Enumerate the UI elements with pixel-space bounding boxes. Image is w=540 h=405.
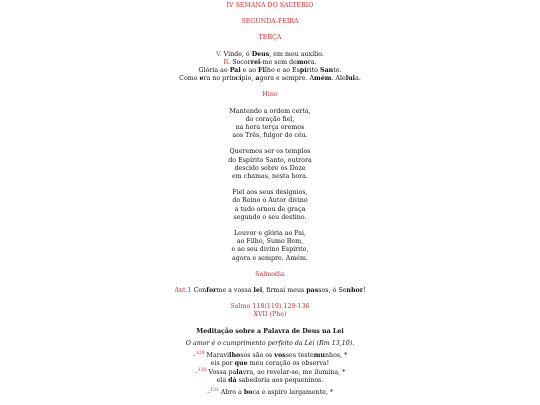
versicle-r: R. Socorrei-me sem demora.	[223, 58, 317, 66]
hymn-line: a tudo ornou de graça	[234, 205, 306, 213]
hymn-line: em chamas, nesta hora.	[232, 173, 308, 181]
hymn-stanza-3	[0, 189, 540, 222]
day-heading: SEGUNDA-FEIRA	[241, 18, 299, 26]
hymn-line: na hora terça oremos	[235, 124, 305, 132]
hymn-line: e ao seu divino Espírito,	[231, 246, 309, 254]
hymn-line: agora e sempre. Amém.	[232, 254, 308, 262]
psalm-epigraph: O amor é o cumprimento perfeito da Lei (Rm 13,10).	[185, 339, 355, 347]
hymn-line: ao Filho, Sumo Bem,	[236, 238, 304, 246]
psalm-reference: Salmo 118(119),129-136	[230, 303, 310, 311]
versicle-v: V. Vinde, ó Deus, em meu auxílio.	[216, 50, 324, 58]
week-heading: IV SEMANA DO SALTÉRIO	[226, 2, 314, 9]
hymn-stanza-2	[0, 148, 540, 181]
como-era-line: Como era no princípio, agora e sempre. Amém. Aleluia.	[179, 75, 361, 83]
gloria-line: Glória ao Pai e ao Filho e ao Espírito Santo.	[198, 67, 342, 75]
verse-line: –$^{130}$ Vossa palavra, ao revelar-se, me ilumina, *	[194, 367, 346, 376]
hymn-stanza-1	[0, 108, 540, 141]
antiphon-1: Ant.1 Conforme a vossa lei, firmai meus passos, ó Senhor!	[174, 287, 366, 295]
hymn-line: Louvor e glória ao Pai,	[233, 230, 306, 238]
hymn-line: Mantendo a ordem certa,	[229, 107, 311, 115]
verse-number: 129	[195, 351, 205, 356]
hymn-line: aos Três, fulgor do céu.	[232, 132, 308, 140]
verse-line: –$^{131}$ Abro a boca e aspiro largamente, *	[206, 387, 334, 396]
psalm-verse-131	[0, 389, 540, 397]
verse-line: –$^{129}$ Maravilhosos são os vossos testemunhos, *	[192, 351, 348, 360]
opening-versicles	[0, 51, 540, 84]
hymn-line: do Espírito Santo, outrora	[228, 156, 312, 164]
psalmody-title: Salmodia	[255, 270, 285, 278]
psalm-verse-129	[0, 352, 540, 368]
psalm-meditation-title: Meditação sobre a Palavra de Deus na Lei	[196, 327, 344, 335]
hymn-line: do coração fiel,	[245, 115, 295, 123]
hymn-line: Queremos ser os templos	[229, 148, 311, 156]
hymn-title: Hino	[262, 91, 278, 99]
hymn-line: descido sobre os Doze	[234, 164, 306, 172]
hour-heading: TERÇA	[258, 34, 282, 42]
verse-number: 130	[197, 367, 207, 373]
psalm-verse-130	[0, 369, 540, 385]
hymn-line: do Reino o Autor divino	[232, 197, 308, 205]
hymn-stanza-4	[0, 230, 540, 263]
hymn-line: Fiel aos seus desígnios,	[232, 189, 308, 197]
verse-line: ela dá sabedoria aos pequeninos.	[216, 376, 324, 384]
verse-line: eis por que meu coração os observa!	[210, 360, 330, 368]
verse-number: 131	[210, 387, 219, 393]
hymn-line: segundo o seu destino.	[233, 213, 307, 221]
psalm-subtitle: XVII (Phe)	[253, 311, 287, 319]
